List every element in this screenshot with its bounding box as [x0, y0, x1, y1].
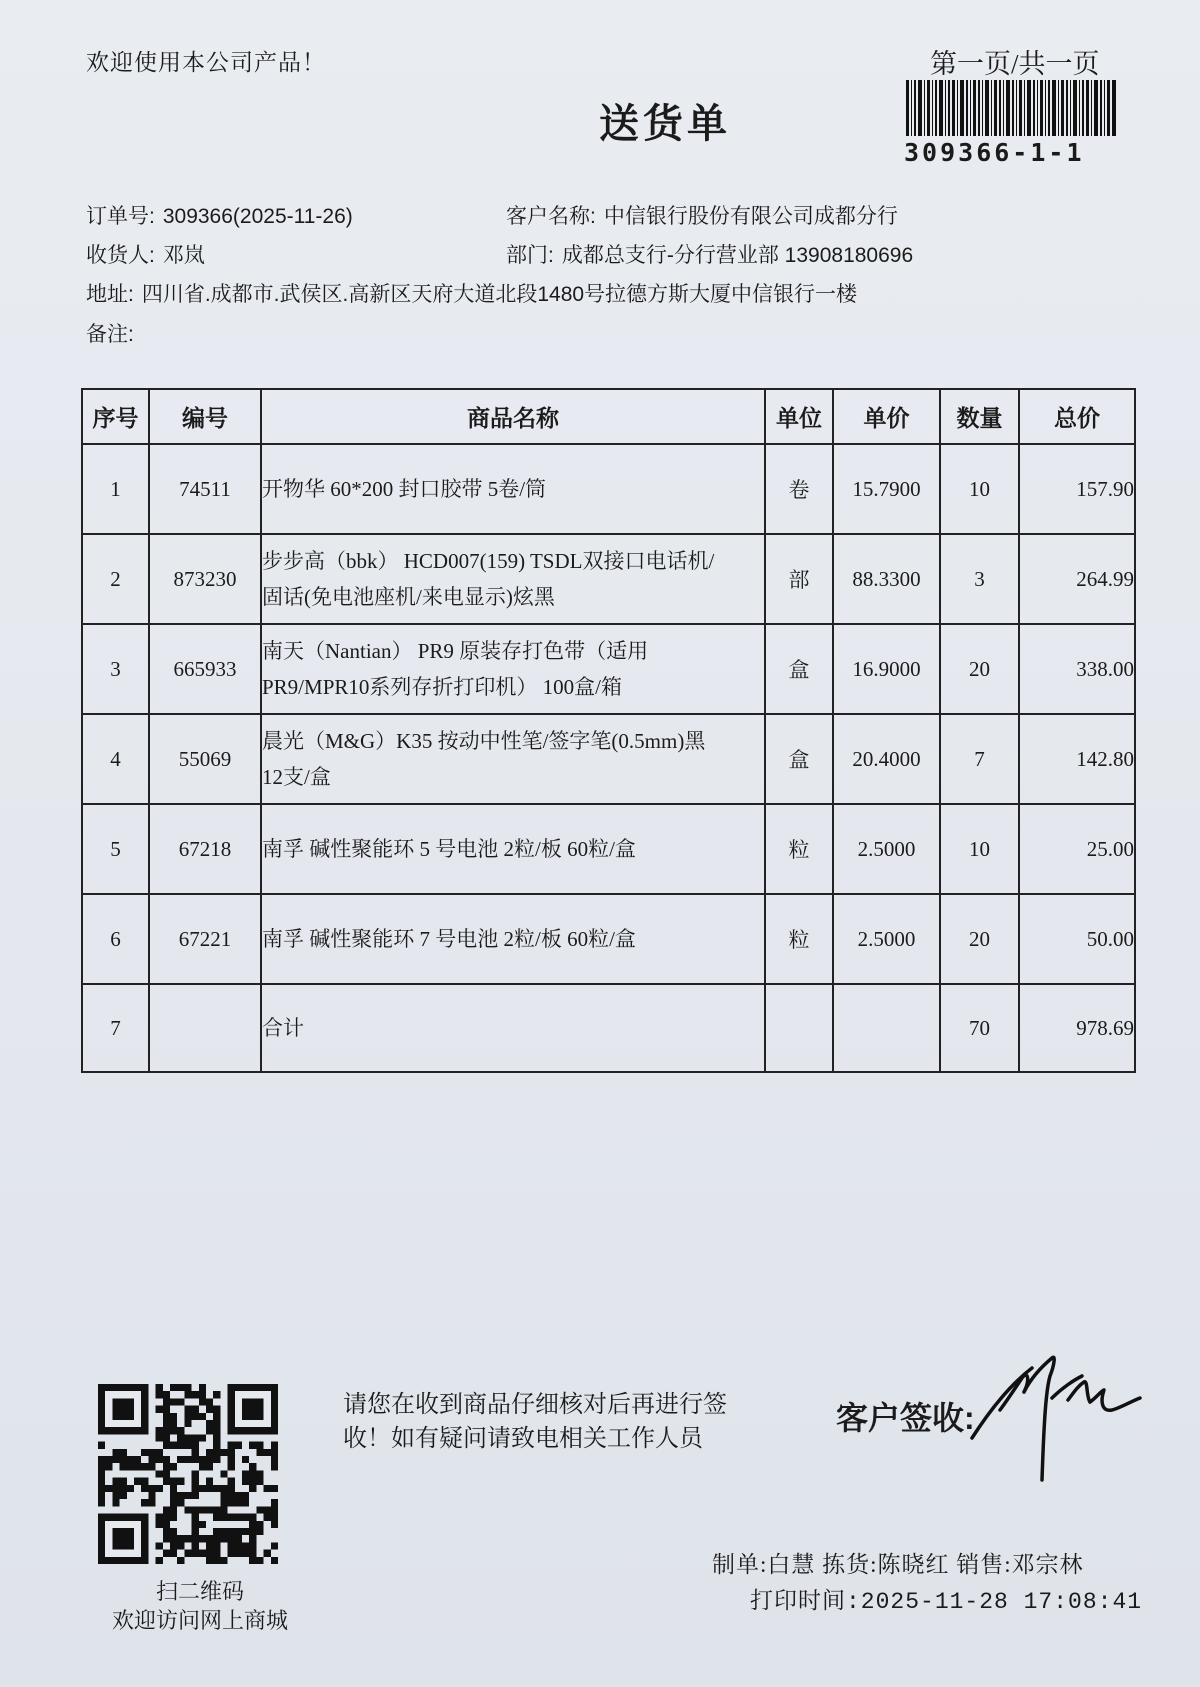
welcome-text: 欢迎使用本公司产品！ — [86, 49, 326, 75]
cell-price: 88.3300 — [833, 534, 940, 624]
cell-unit: 粒 — [765, 894, 833, 984]
cell-qty: 10 — [940, 444, 1019, 534]
qr-caption: 扫二维码 — [155, 1579, 244, 1604]
cell-name-line1: 南孚 碱性聚能环 5 号电池 2粒/板 60粒/盒 — [262, 837, 636, 861]
cell-qty: 20 — [940, 624, 1019, 714]
cell-price: 2.5000 — [833, 804, 940, 894]
cell-name: 合计 — [261, 984, 765, 1072]
cell-name — [261, 714, 765, 804]
receiver-value: 邓岚 — [162, 244, 205, 267]
cell-price: 16.9000 — [833, 624, 940, 714]
cell-name — [261, 444, 765, 534]
col-header-no: 序号 — [82, 389, 149, 444]
cell-name-line1: 南天（Nantian） PR9 原装存打色带（适用 — [262, 639, 649, 663]
cell-no: 5 — [82, 804, 149, 894]
address — [86, 278, 857, 308]
department-value: 成都总支行-分行营业部 13908180696 — [561, 244, 914, 267]
cell-total: 264.99 — [1019, 534, 1135, 624]
print-time: 打印时间:2025-11-28 17:08:41 — [750, 1589, 1143, 1615]
cell-no: 4 — [82, 714, 149, 804]
cell-name-line2: PR9/MPR10系列存折打印机） 100盒/箱 — [262, 675, 622, 699]
table-row — [82, 444, 1135, 534]
cell-code: 55069 — [149, 714, 261, 804]
cell-no: 2 — [82, 534, 149, 624]
cell-unit: 部 — [765, 534, 833, 624]
cell-code: 665933 — [149, 624, 261, 714]
barcode-number: 309366-1-1 — [904, 138, 1085, 167]
order-number — [86, 200, 353, 230]
col-header-qty: 数量 — [940, 389, 1019, 444]
remark-label: 备注: — [86, 323, 134, 346]
cell-total: 50.00 — [1019, 894, 1135, 984]
table-row — [82, 534, 1135, 624]
cell-price: 20.4000 — [833, 714, 940, 804]
department-label: 部门: — [506, 244, 554, 267]
cell-name — [261, 534, 765, 624]
cell-name — [261, 804, 765, 894]
cell-unit: 盒 — [765, 624, 833, 714]
col-header-name: 商品名称 — [261, 389, 765, 444]
cell-name-line1: 晨光（M&G）K35 按动中性笔/签字笔(0.5mm)黑 — [262, 729, 706, 753]
cell-no: 1 — [82, 444, 149, 534]
cell-name — [261, 894, 765, 984]
cell-price: 2.5000 — [833, 894, 940, 984]
cell-total: 25.00 — [1019, 804, 1135, 894]
cell-qty: 3 — [940, 534, 1019, 624]
receiver — [86, 239, 205, 269]
cell-name — [261, 624, 765, 714]
cell-price — [833, 984, 940, 1072]
cell-code: 67218 — [149, 804, 261, 894]
order-number-value: 309366(2025-11-26) — [162, 205, 353, 228]
table-row — [82, 894, 1135, 984]
address-label: 地址: — [86, 283, 134, 306]
notice-text — [343, 1388, 763, 1456]
document-title-text: 送货单 — [599, 102, 731, 146]
address-value: 四川省.成都市.武侯区.高新区天府大道北段1480号拉德方斯大厦中信银行一楼 — [141, 283, 858, 306]
staff-line: 制单:白慧 拣货:陈晓红 销售:邓宗林 — [712, 1552, 1084, 1577]
col-header-unit: 单位 — [765, 389, 833, 444]
col-header-total: 总价 — [1019, 389, 1135, 444]
cell-qty: 70 — [940, 984, 1019, 1072]
cell-unit: 卷 — [765, 444, 833, 534]
cell-name-line1: 南孚 碱性聚能环 7 号电池 2粒/板 60粒/盒 — [262, 927, 636, 951]
cell-qty: 10 — [940, 804, 1019, 894]
cell-total: 978.69 — [1019, 984, 1135, 1072]
cell-no: 6 — [82, 894, 149, 984]
qr-code — [98, 1384, 278, 1564]
table-header-row — [82, 389, 1135, 444]
cell-name-line1: 步步高（bbk） HCD007(159) TSDL双接口电话机/ — [262, 549, 715, 573]
cell-total: 142.80 — [1019, 714, 1135, 804]
cell-total: 338.00 — [1019, 624, 1135, 714]
cell-name-line2: 12支/盒 — [262, 765, 331, 789]
table-row — [82, 804, 1135, 894]
cell-no: 7 — [82, 984, 149, 1072]
department — [506, 239, 913, 269]
barcode — [906, 80, 1116, 136]
customer-name-value: 中信银行股份有限公司成都分行 — [603, 205, 898, 228]
cell-price: 15.7900 — [833, 444, 940, 534]
cell-code: 873230 — [149, 534, 261, 624]
cell-unit — [765, 984, 833, 1072]
cell-code: 74511 — [149, 444, 261, 534]
cell-name-line1: 开物华 60*200 封口胶带 5卷/筒 — [262, 477, 547, 501]
remark — [86, 318, 142, 348]
notice-line1: 请您在收到商品仔细核对后再进行签 — [343, 1391, 727, 1418]
table-total-row — [82, 984, 1135, 1072]
cell-total: 157.90 — [1019, 444, 1135, 534]
notice-line2: 收！如有疑问请致电相关工作人员 — [343, 1425, 703, 1452]
table-row — [82, 714, 1135, 804]
cell-qty: 20 — [940, 894, 1019, 984]
cell-code — [149, 984, 261, 1072]
handwritten-signature — [970, 1340, 1145, 1485]
qr-caption-shop: 欢迎访问网上商城 — [111, 1608, 288, 1633]
order-number-label: 订单号: — [86, 205, 155, 228]
cell-no: 3 — [82, 624, 149, 714]
table-row — [82, 624, 1135, 714]
customer-sign-label: 客户签收: — [836, 1400, 975, 1436]
cell-unit: 盒 — [765, 714, 833, 804]
col-header-code: 编号 — [149, 389, 261, 444]
items-table — [81, 388, 1136, 1073]
cell-qty: 7 — [940, 714, 1019, 804]
customer-name-label: 客户名称: — [506, 205, 596, 228]
cell-code: 67221 — [149, 894, 261, 984]
page-info: 第一页/共一页 — [930, 49, 1100, 79]
cell-name-line2: 固话(免电池座机/来电显示)炫黑 — [262, 585, 555, 609]
receiver-label: 收货人: — [86, 244, 155, 267]
customer-name — [506, 200, 898, 230]
cell-unit: 粒 — [765, 804, 833, 894]
col-header-price: 单价 — [833, 389, 940, 444]
